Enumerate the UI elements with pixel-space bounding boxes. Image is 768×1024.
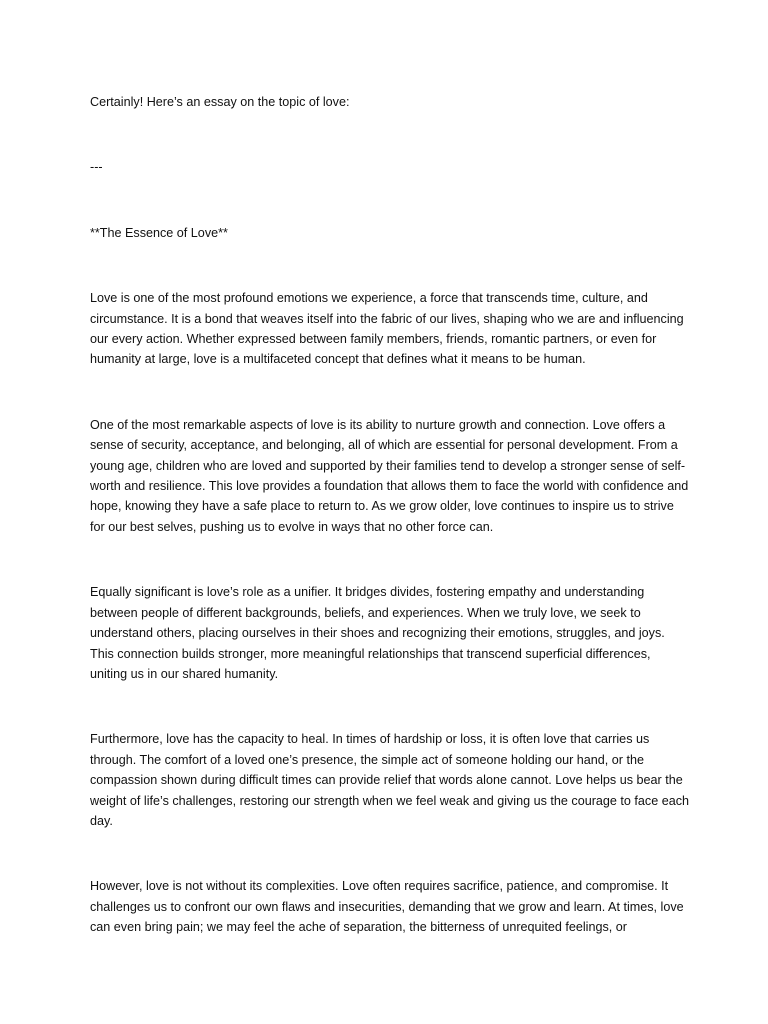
paragraph-4: Furthermore, love has the capacity to heal. In times of hardship or loss, it is often love that carries us through. The comfort of a loved one’s presence, the simple act of someone holding our hand, or the compassion shown during difficult times can provide relief that words alone cannot. Love helps us bear the weight of life’s challenges, restoring our strength when we feel weak and giving us the courage to face each day. [90,732,690,828]
essay-title: **The Essence of Love** [90,225,228,240]
separator-line: --- [90,160,103,175]
paragraph-1: Love is one of the most profound emotions we experience, a force that transcends time, culture, and circumstance. It is a bond that weaves itself into the fabric of our lives, shaping who we are and influencing our every action. Whether expressed between family members, friends, romantic partners, or even for humanity at large, love is a multifaceted concept that defines what it means to be human. [90,291,684,367]
document-body [90,92,690,983]
paragraph-5: However, love is not without its complexities. Love often requires sacrifice, patience, and compromise. It challenges us to confront our own flaws and insecurities, demanding that we grow and learn. At times, love can even bring pain; we may feel the ache of separation, the bitterness of unrequited feelings, or [90,879,684,935]
intro-line: Certainly! Here’s an essay on the topic of love: [90,95,350,109]
paragraph-2: One of the most remarkable aspects of love is its ability to nurture growth and connection. Love offers a sense of security, acceptance, and belonging, all of which are essential for personal development. From a young age, children who are loved and supported by their families tend to develop a stronger sense of self-worth and resilience. This love provides a foundation that allows them to face the world with confidence and hope, knowing they have a safe place to return to. As we grow older, love continues to inspire us to strive for our best selves, pushing us to evolve in ways that no other force can. [90,417,689,534]
paragraph-3: Equally significant is love’s role as a unifier. It bridges divides, fostering empathy and understanding between people of different backgrounds, beliefs, and experiences. When we truly love, we seek to understand others, placing ourselves in their shoes and recognizing their emotions, struggles, and joys. This connection builds stronger, more meaningful relationships that transcend superficial differences, uniting us in our shared humanity. [90,585,665,681]
